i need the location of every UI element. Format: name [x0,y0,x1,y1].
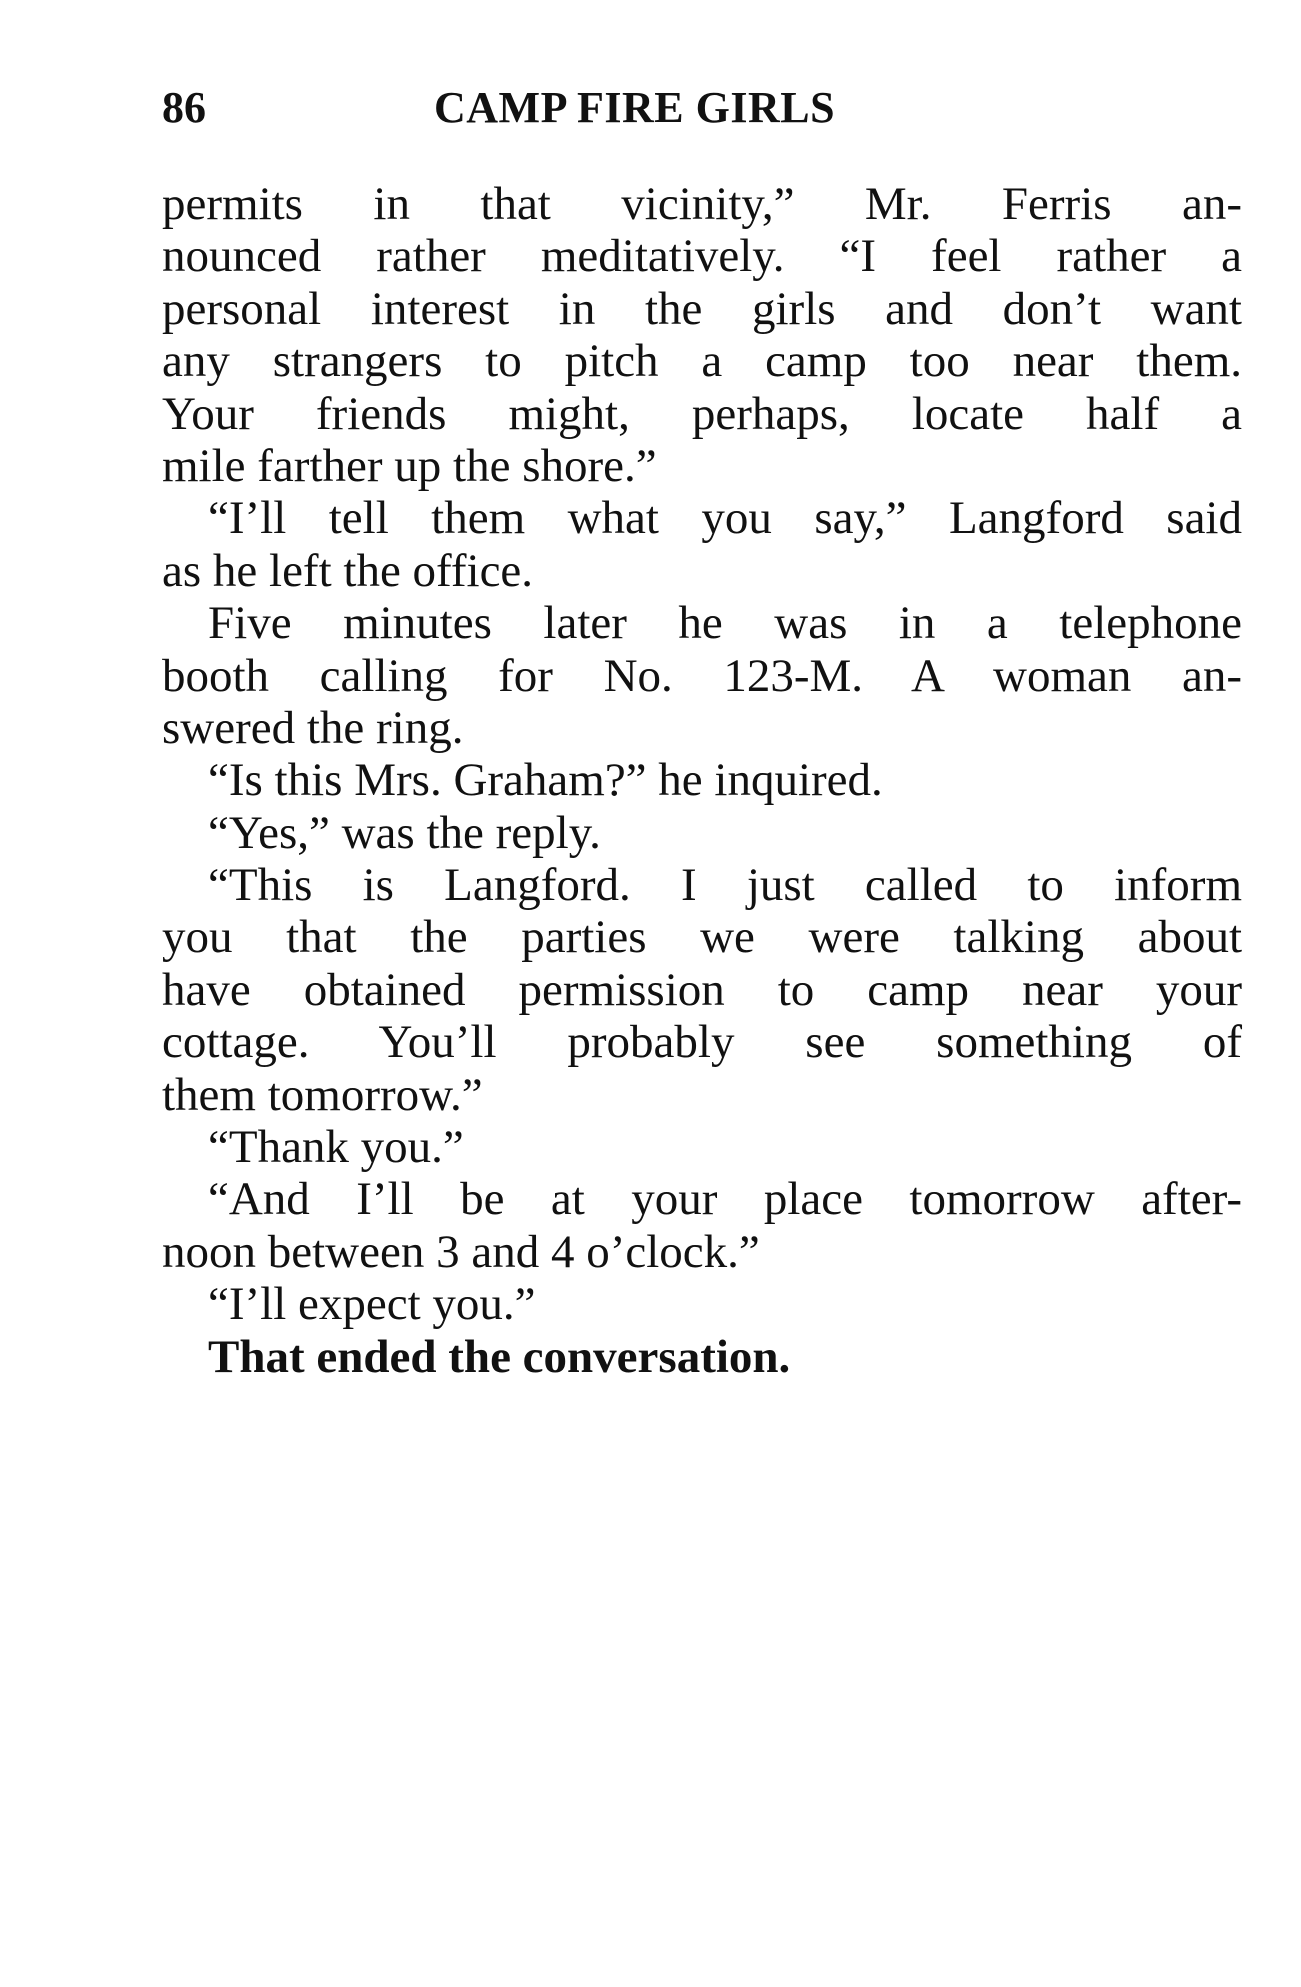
text-line: “Is this Mrs. Graham?” he inquired. [208,754,883,807]
text-line: nounced rather meditatively. “I feel rather a [162,230,1242,283]
text-line: them tomorrow.” [162,1068,483,1121]
page-number: 86 [162,83,206,132]
text-line: booth calling for No. 123-M. A woman an- [162,649,1242,702]
text-line: “This is Langford. I just called to inform [208,859,1242,912]
text-line: noon between 3 and 4 o’clock.” [162,1225,760,1278]
page-header [162,78,962,138]
text-line: you that the parties we were talking about [162,911,1242,964]
text-line: swered the ring. [162,701,464,754]
text-line: “And I’ll be at your place tomorrow after- [208,1173,1242,1226]
text-line: any strangers to pitch a camp too near them. [162,335,1242,388]
text-line: mile farther up the shore.” [162,439,657,492]
text-line: That ended the conversation. [208,1330,791,1383]
text-line: “I’ll tell them what you say,” Langford said [208,492,1242,545]
text-line: permits in that vicinity,” Mr. Ferris an- [162,178,1242,230]
body-text [162,178,1242,1383]
text-line: “Thank you.” [208,1121,464,1174]
text-line: as he left the office. [162,544,534,597]
running-title: CAMP FIRE GIRLS [434,83,836,132]
text-line: have obtained permission to camp near your [162,963,1242,1016]
text-line: cottage. You’ll probably see something of [162,1016,1242,1069]
text-line: personal interest in the girls and don’t want [162,282,1242,335]
text-line: Five minutes later he was in a telephone [208,597,1242,650]
text-line: “I’ll expect you.” [208,1278,536,1331]
text-line: “Yes,” was the reply. [208,806,601,859]
text-line: Your friends might, perhaps, locate half a [162,387,1242,440]
